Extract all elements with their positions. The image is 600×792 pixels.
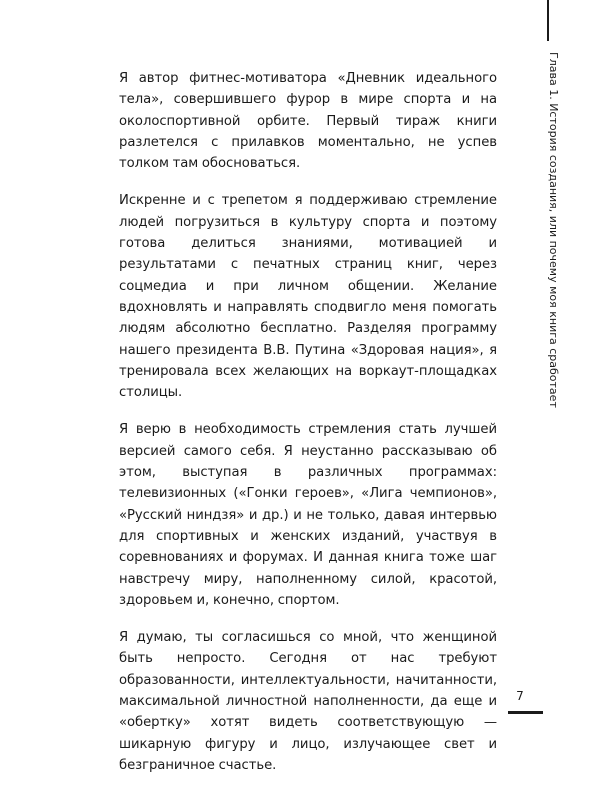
paragraph-4: Я думаю, ты согласишься со мной, что женщиной быть непросто. Сегодня от нас требуют образованности, интеллектуальности, начитанности, максимальной личностной наполненности, да еще и «обертку» хотят видеть соответствующую — шикарную фигуру и лицо, излучающее свет и безграничное счастье. (119, 630, 497, 773)
body-text (119, 68, 497, 792)
top-margin-rule (547, 0, 549, 41)
chapter-running-head: Глава 1. История создания, или почему моя книга сработает (547, 52, 560, 408)
page-number-rule (508, 711, 543, 714)
page-number: 7 (516, 689, 524, 703)
paragraph-2: Искренне и с трепетом я поддерживаю стремление людей погрузиться в культуру спорта и поэтому готова делиться знаниями, мотивацией и результатами с печатных страниц книг, через соцмедиа и при личном общении. Желание вдохновлять и направлять сподвигло меня помогать людям абсолютно бесплатно. Разделяя программу нашего президента В.В. Путина «Здоровая нация», я тренировала всех желающих на воркаут-площадках столицы. (119, 193, 497, 401)
paragraph-3: Я верю в необходимость стремления стать лучшей версией самого себя. Я неустанно рассказываю об этом, выступая в различных программах: телевизионных («Гонки героев», «Лига чемпионов», «Русский ниндзя» и др.) и не только, давая интервью для спортивных и женских изданий, участвуя в соревнованиях и форумах. И данная книга тоже шаг навстречу миру, наполненному силой, красотой, здоровьем и, конечно, спортом. (119, 422, 497, 608)
paragraph-1: Я автор фитнес-мотиватора «Дневник идеального тела», совершившего фурор в мире спорта и на околоспортивной орбите. Первый тираж книги разлетелся с прилавков моментально, не успев толком там обосноваться. (119, 71, 497, 172)
